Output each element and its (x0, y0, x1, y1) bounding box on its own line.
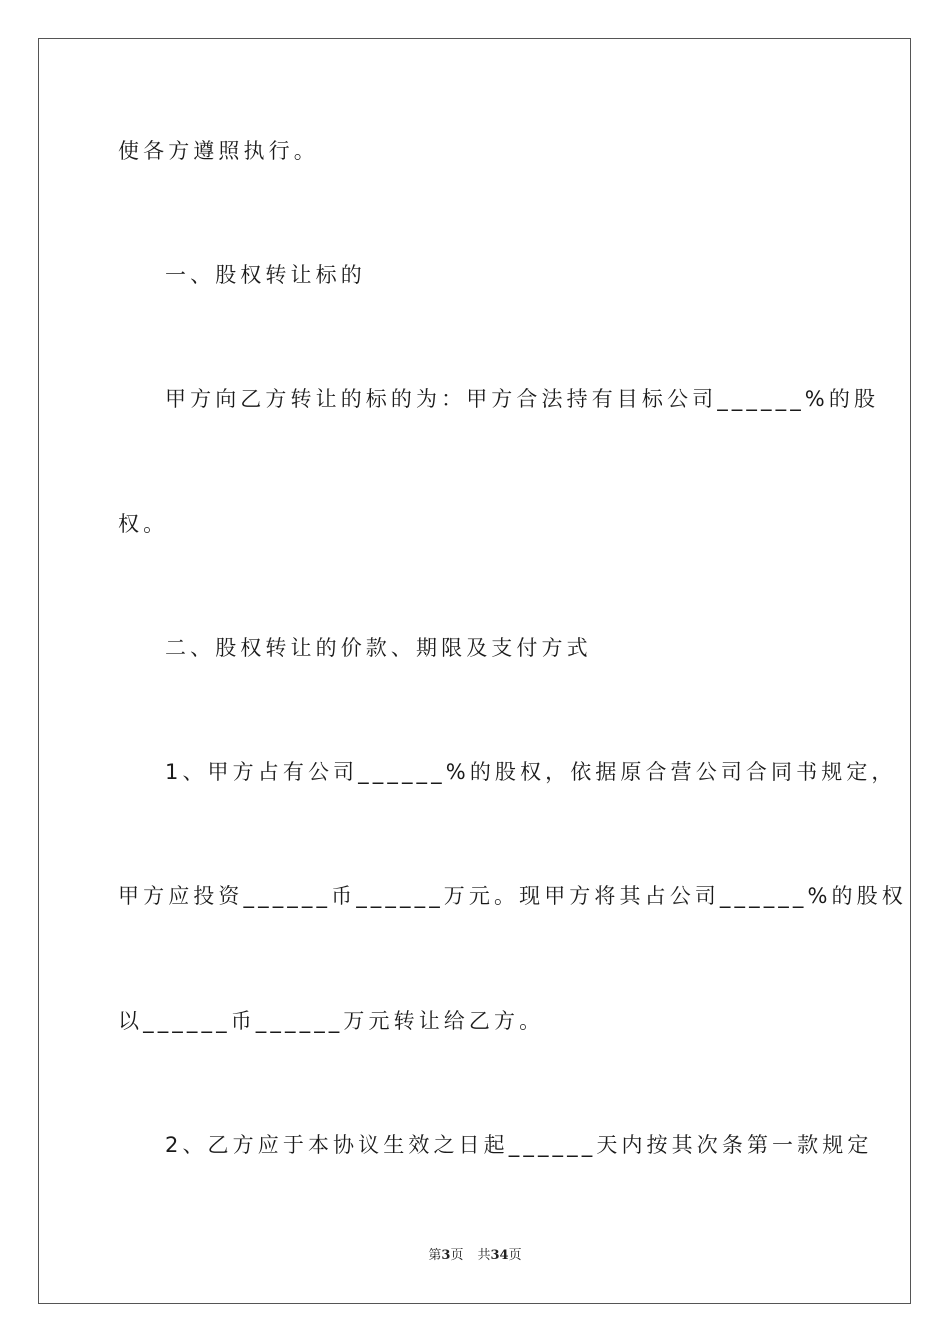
page-footer (0, 1244, 950, 1263)
paragraph-line-3: 权。 (118, 512, 169, 536)
footer-total-prefix: 共 (477, 1248, 491, 1263)
page-border (38, 38, 911, 1304)
paragraph-line-6: 以______币______万元转让给乙方。 (118, 1009, 545, 1033)
footer-total-pages: 34 (490, 1248, 509, 1263)
section-heading-2: 二、股权转让的价款、期限及支付方式 (165, 636, 592, 660)
paragraph-line-4: 1、甲方占有公司______%的股权，依据原合营公司合同书规定， (165, 760, 897, 784)
paragraph-line-2: 甲方向乙方转让的标的为：甲方合法持有目标公司______%的股 (165, 387, 880, 411)
paragraph-line-1: 使各方遵照执行。 (118, 139, 319, 163)
section-heading-1: 一、股权转让标的 (165, 263, 366, 287)
footer-page-prefix: 第 (428, 1248, 442, 1263)
paragraph-line-5: 甲方应投资______币______万元。现甲方将其占公司______%的股权 (118, 884, 907, 908)
footer-page-suffix: 页 (450, 1248, 464, 1263)
paragraph-line-7: 2、乙方应于本协议生效之日起______天内按其次条第一款规定 (165, 1133, 873, 1157)
footer-page-number: 3 (441, 1248, 451, 1263)
footer-total-suffix: 页 (508, 1248, 522, 1263)
